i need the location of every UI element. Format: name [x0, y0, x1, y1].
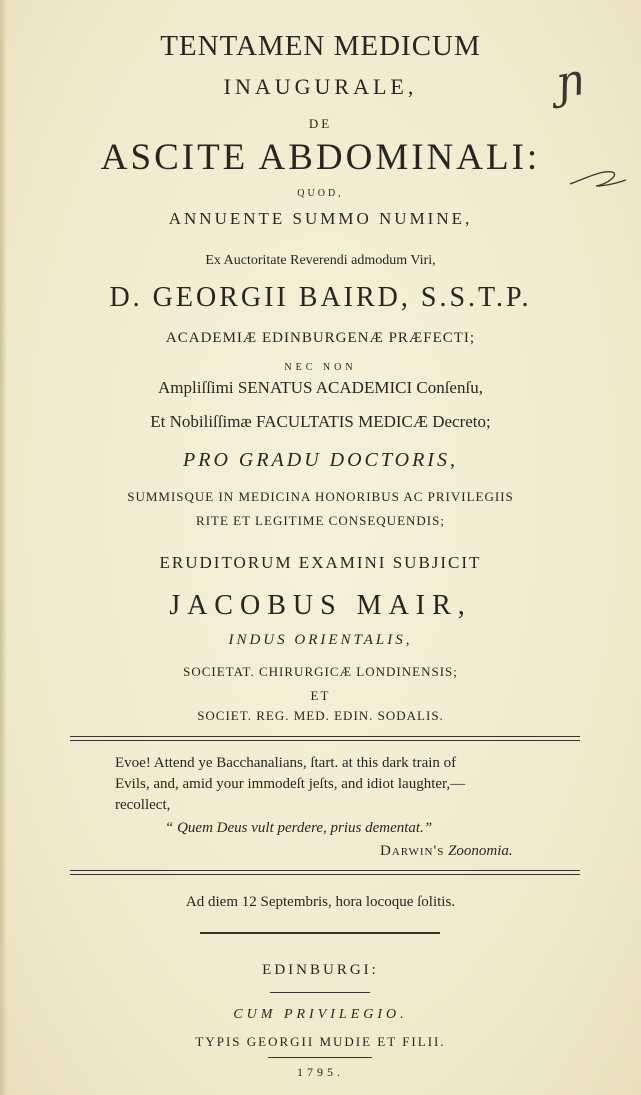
attribution-name: Darwin's [380, 843, 445, 859]
author-origin: INDUS ORIENTALIS, [228, 632, 413, 648]
divider-rule-top [70, 736, 580, 737]
epigraph-attribution [380, 843, 513, 860]
divider-rule-short [200, 932, 440, 934]
title-line-tentamen: TENTAMEN MEDICUM [160, 30, 481, 62]
society-line-et: ET [310, 688, 331, 703]
divider-rule-city [270, 992, 370, 993]
title-line-auctoritate: Ex Auctoritate Reverendi admodum Viri, [205, 253, 436, 268]
attribution-work: Zoonomia. [448, 843, 513, 859]
title-line-baird: D. GEORGII BAIRD, S.S.T.P. [109, 282, 532, 313]
divider-rule-printer [268, 1057, 372, 1058]
title-line-nec-non: NEC NON [284, 362, 357, 373]
title-line-eruditorum: ERUDITORUM EXAMINI SUBJICIT [159, 553, 482, 572]
epigraph-line-3: recollect, [115, 797, 171, 813]
epigraph-quote: “ Quem Deus vult perdere, prius dementat.” [165, 820, 433, 836]
author-name: JACOBUS MAIR, [169, 590, 472, 621]
title-line-pro-gradu: PRO GRADU DOCTORIS, [183, 449, 458, 471]
imprint-year: 1795. [297, 1065, 344, 1079]
title-line-senatus: Ampliſſimi SENATUS ACADEMICI Conſenſu, [158, 378, 483, 397]
date-line: Ad diem 12 Septembris, hora locoque ſolitis. [185, 894, 456, 910]
imprint-privilege: CUM PRIVILEGIO. [233, 1007, 408, 1022]
handwritten-flourish [568, 168, 628, 190]
divider-rule-mid-inner [70, 874, 580, 875]
title-line-summisque: SUMMISQUE IN MEDICINA HONORIBUS AC PRIVILEGIIS [127, 489, 514, 504]
title-line-facultatis: Et Nobiliſſimæ FACULTATIS MEDICÆ Decreto; [150, 412, 491, 431]
divider-rule-top-inner [70, 740, 580, 741]
title-line-quod: QUOD, [297, 188, 344, 199]
divider-rule-mid [70, 870, 580, 871]
title-line-academiae: ACADEMIÆ EDINBURGENÆ PRÆFECTI; [165, 330, 476, 346]
title-line-rite: RITE ET LEGITIME CONSEQUENDIS; [196, 513, 445, 528]
title-line-annuente: ANNUENTE SUMMO NUMINE, [168, 209, 473, 228]
society-line-edinburgh: SOCIET. REG. MED. EDIN. SODALIS. [197, 708, 444, 723]
epigraph-line-1: Evoe! Attend ye Bacchanalians, ſtart. at this dark train of [115, 755, 457, 771]
title-line-de: DE [308, 116, 333, 131]
epigraph-line-2: Evils, and, amid your immodeſt jeſts, and idiot laughter,— [115, 776, 466, 792]
society-line-london: SOCIETAT. CHIRURGICÆ LONDINENSIS; [183, 664, 458, 679]
imprint-city: EDINBURGI: [262, 962, 379, 978]
handwritten-mark: ɲ [551, 53, 589, 110]
title-line-inaugurale: INAUGURALE, [223, 74, 418, 99]
title-line-subject: ASCITE ABDOMINALI: [100, 137, 541, 178]
imprint-printer: TYPIS GEORGII MUDIE ET FILII. [195, 1034, 446, 1049]
